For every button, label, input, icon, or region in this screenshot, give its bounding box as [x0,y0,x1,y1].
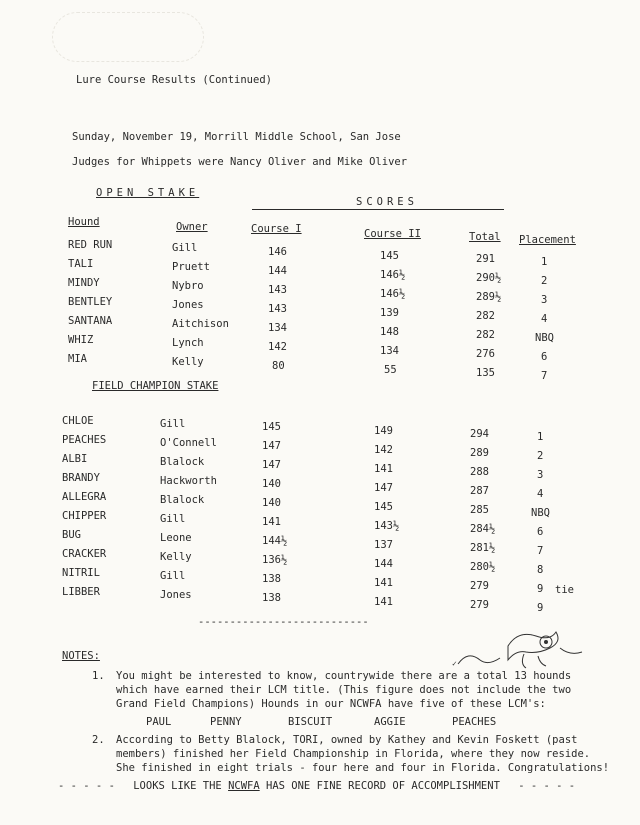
hound-name: CRACKER [62,548,107,560]
owner-name: Gill [160,418,186,430]
total-score: 287 [470,485,489,497]
placement: 3 [541,294,548,306]
owner-name: Kelly [160,551,192,563]
note-line: which have earned their LCM title. (This figure does not include the two [116,684,572,696]
placement: NBQ [535,332,554,344]
placement: 6 [537,526,544,538]
col-header-owner: Owner [176,221,208,233]
col-header-course1: Course I [251,223,302,235]
course1-score: 138 [262,573,281,585]
lcm-name: AGGIE [374,716,406,728]
course2-score: 146½ [380,269,406,281]
placement: 8 [537,564,544,576]
placement: 4 [537,488,544,500]
event-line: Sunday, November 19, Morrill Middle School, San Jose [72,131,401,143]
total-score: 279 [470,599,489,611]
hound-name: MINDY [68,277,100,289]
course2-score: 55 [384,364,397,376]
total-score: 285 [470,504,489,516]
course2-score: 142 [374,444,393,456]
course2-score: 134 [380,345,399,357]
open-stake-heading: OPEN STAKE [96,187,200,199]
course1-score: 136½ [262,554,288,566]
judges-line: Judges for Whippets were Nancy Oliver and Mike Oliver [72,156,408,168]
placement: 1 [537,431,544,443]
page-title: Lure Course Results (Continued) [76,74,272,86]
owner-name: O'Connell [160,437,217,449]
footer-prefix: LOOKS LIKE THE [133,780,229,792]
tie-note: tie [555,584,574,596]
course2-score: 146½ [380,288,406,300]
lcm-name: PENNY [210,716,242,728]
footer-suffix: HAS ONE FINE RECORD OF ACCOMPLISHMENT [259,780,500,792]
hound-name: SANTANA [68,315,113,327]
placement: 9 [537,602,544,614]
owner-name: Aitchison [172,318,229,330]
course1-score: 144½ [262,535,288,547]
hound-name: BENTLEY [68,296,113,308]
hound-name: NITRIL [62,567,100,579]
total-score: 284½ [470,523,496,535]
note-number: 2. [92,734,105,746]
course2-score: 148 [380,326,399,338]
total-score: 294 [470,428,489,440]
footer-dashes-right: - - - - - [518,780,576,792]
placement: NBQ [531,507,550,519]
total-score: 276 [476,348,495,360]
faint-stamp-mark [52,12,204,62]
note-line: You might be interested to know, countrywide there are a total 13 hounds [116,670,572,682]
course2-score: 139 [380,307,399,319]
course1-score: 146 [268,246,287,258]
course1-score: 147 [262,459,281,471]
course1-score: 140 [262,478,281,490]
course2-score: 137 [374,539,393,551]
owner-name: Jones [160,589,192,601]
lcm-name: PAUL [146,716,172,728]
total-score: 282 [476,329,495,341]
hound-name: RED RUN [68,239,113,251]
course2-score: 147 [374,482,393,494]
course1-score: 141 [262,516,281,528]
course1-score: 138 [262,592,281,604]
hound-name: TALI [68,258,94,270]
separator-line: --------------------------- [198,616,369,628]
total-score: 291 [476,253,495,265]
placement: 9 [537,583,544,595]
hound-name: WHIZ [68,334,94,346]
note-number: 1. [92,670,105,682]
course2-score: 141 [374,463,393,475]
owner-name: Lynch [172,337,204,349]
total-score: 282 [476,310,495,322]
lcm-name: PEACHES [452,716,497,728]
hound-name: CHLOE [62,415,94,427]
course1-score: 143 [268,303,287,315]
placement: 4 [541,313,548,325]
total-score: 289 [470,447,489,459]
course2-score: 145 [380,250,399,262]
hound-name: ALLEGRA [62,491,107,503]
course2-score: 144 [374,558,393,570]
owner-name: Gill [160,513,186,525]
course1-score: 143 [268,284,287,296]
total-score: 281½ [470,542,496,554]
footer-line [58,780,575,792]
placement: 1 [541,256,548,268]
placement: 2 [537,450,544,462]
course1-score: 145 [262,421,281,433]
field-champion-heading: FIELD CHAMPION STAKE [92,380,219,392]
course1-score: 140 [262,497,281,509]
col-header-course2: Course II [364,228,421,240]
total-score: 290½ [476,272,502,284]
owner-name: Kelly [172,356,204,368]
dog-doodle-icon [450,624,590,674]
note-line: According to Betty Blalock, TORI, owned by Kathey and Kevin Foskett (past [116,734,578,746]
owner-name: Hackworth [160,475,217,487]
note-line: Grand Field Champions) Hounds in our NCWFA have five of these LCM's: [116,698,546,710]
note-line: members) finished her Field Championship in Florida, where they now reside. [116,748,591,760]
placement: 7 [541,370,548,382]
course2-score: 145 [374,501,393,513]
col-header-total: Total [469,231,501,243]
course1-score: 80 [272,360,285,372]
course1-score: 144 [268,265,287,277]
note-line: She finished in eight trials - four here and four in Florida. Congratulations! [116,762,610,774]
owner-name: Nybro [172,280,204,292]
placement: 3 [537,469,544,481]
hound-name: CHIPPER [62,510,107,522]
owner-name: Blalock [160,494,205,506]
course1-score: 134 [268,322,287,334]
course2-score: 141 [374,596,393,608]
svg-text:✓: ✓ [452,659,457,668]
total-score: 288 [470,466,489,478]
total-score: 280½ [470,561,496,573]
placement: 6 [541,351,548,363]
course2-score: 149 [374,425,393,437]
course1-score: 147 [262,440,281,452]
owner-name: Gill [172,242,198,254]
footer-dashes-left: - - - - - [58,780,115,792]
total-score: 289½ [476,291,502,303]
owner-name: Jones [172,299,204,311]
hound-name: BRANDY [62,472,100,484]
course1-score: 142 [268,341,287,353]
course2-score: 141 [374,577,393,589]
owner-name: Gill [160,570,186,582]
placement: 7 [537,545,544,557]
col-header-placement: Placement [519,234,576,246]
scores-heading: SCORES [356,196,418,208]
scores-rule [252,209,504,210]
lcm-name: BISCUIT [288,716,333,728]
course2-score: 143½ [374,520,400,532]
hound-name: MIA [68,353,87,365]
hound-name: BUG [62,529,81,541]
col-header-hound: Hound [68,216,100,228]
placement: 2 [541,275,548,287]
hound-name: ALBI [62,453,88,465]
owner-name: Blalock [160,456,205,468]
owner-name: Pruett [172,261,210,273]
hound-name: LIBBER [62,586,100,598]
notes-heading: NOTES: [62,650,100,662]
total-score: 135 [476,367,495,379]
footer-org: NCWFA [228,780,260,792]
owner-name: Leone [160,532,192,544]
total-score: 279 [470,580,489,592]
hound-name: PEACHES [62,434,107,446]
